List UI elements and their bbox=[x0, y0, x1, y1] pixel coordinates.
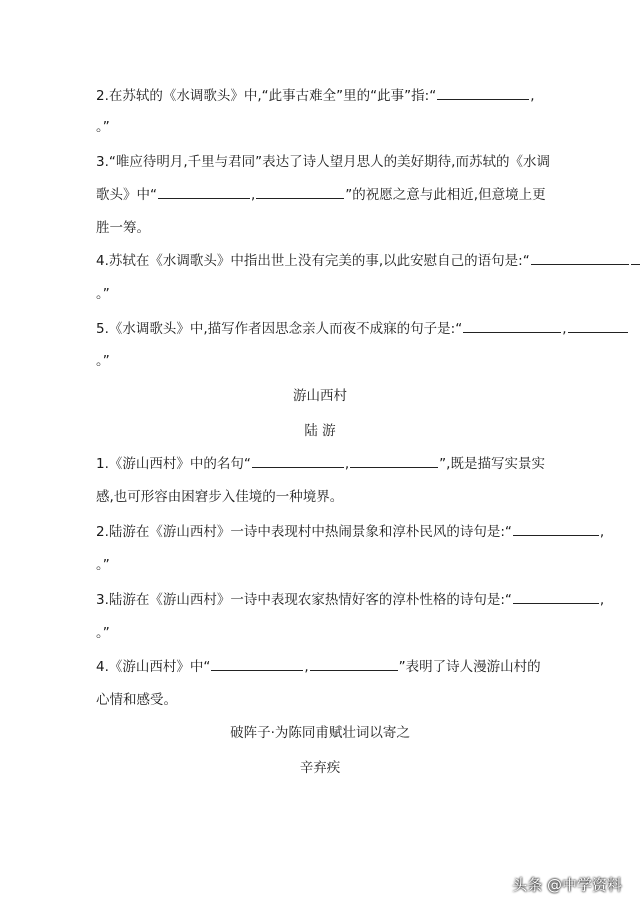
question-text: 心情和感受。 bbox=[96, 692, 177, 708]
question-text: 感,也可形容由困窘步入佳境的一种境界。 bbox=[96, 489, 344, 505]
comma: , bbox=[251, 187, 256, 203]
answer-blank[interactable] bbox=[256, 185, 344, 199]
comma: , bbox=[304, 659, 309, 675]
question-3-line-2 bbox=[96, 185, 546, 205]
question-end: 。” bbox=[96, 625, 110, 641]
poem2-question-1-line-1 bbox=[96, 454, 545, 474]
poem-author: 陆 游 bbox=[304, 423, 336, 439]
question-text: 2.在苏轼的《水调歌头》中,“此事古难全”里的“此事”指:“ bbox=[96, 88, 437, 104]
answer-blank[interactable] bbox=[568, 319, 628, 333]
comma: , bbox=[344, 456, 350, 472]
poem2-question-3-line-1 bbox=[96, 590, 604, 610]
question-2-line-2 bbox=[96, 117, 110, 137]
question-text: 5.《水调歌头》中,描写作者因思念亲人而夜不成寐的句子是:“ bbox=[96, 321, 463, 337]
question-text: ”,既是描写实景实 bbox=[439, 456, 545, 472]
question-text: 4.苏轼在《水调歌头》中指出世上没有完美的事,以此安慰自己的语句是:“ bbox=[96, 253, 530, 269]
answer-blank[interactable] bbox=[531, 251, 629, 265]
poem2-question-4-line-1 bbox=[96, 657, 541, 677]
poem-title: 游山西村 bbox=[293, 388, 347, 404]
poem2-question-1-line-2 bbox=[96, 487, 343, 507]
answer-blank[interactable] bbox=[158, 185, 250, 199]
comma: , bbox=[530, 88, 535, 104]
question-2-line-1 bbox=[96, 86, 535, 106]
question-text: 2.陆游在《游山西村》一诗中表现村中热闹景象和淳朴民风的诗句是:“ bbox=[96, 524, 512, 540]
question-text: 1.《游山西村》中的名句“ bbox=[96, 456, 251, 472]
question-text: 歌头》中“ bbox=[96, 187, 157, 203]
question-text: 4.《游山西村》中“ bbox=[96, 659, 211, 675]
poem2-question-4-line-2 bbox=[96, 690, 177, 710]
question-end: 。” bbox=[96, 286, 110, 302]
answer-blank[interactable] bbox=[350, 454, 438, 468]
question-text: 3.“唯应待明月,千里与君同”表达了诗人望月思人的美好期待,而苏轼的《水调 bbox=[96, 154, 550, 170]
poem-title: 破阵子·为陈同甫赋壮词以寄之 bbox=[230, 725, 410, 741]
answer-blank[interactable] bbox=[631, 251, 640, 265]
poem2-question-3-line-2 bbox=[96, 623, 110, 643]
answer-blank[interactable] bbox=[437, 86, 529, 100]
poem-author: 辛弃疾 bbox=[299, 760, 341, 776]
question-end: 。” bbox=[96, 557, 110, 573]
question-4-line-1 bbox=[96, 251, 640, 271]
question-5-line-1 bbox=[96, 319, 629, 339]
answer-blank[interactable] bbox=[310, 657, 398, 671]
poem2-question-2-line-1 bbox=[96, 522, 604, 542]
comma: , bbox=[562, 321, 567, 337]
question-4-line-2 bbox=[96, 284, 110, 304]
question-text: 胜一筹。 bbox=[96, 220, 150, 236]
answer-blank[interactable] bbox=[252, 454, 344, 468]
question-3-line-3 bbox=[96, 218, 150, 238]
question-end: 。” bbox=[96, 119, 110, 135]
watermark-text: 头条 @中学资料 bbox=[512, 876, 622, 894]
question-5-line-2 bbox=[96, 330, 110, 369]
question-3-line-1 bbox=[96, 152, 550, 172]
answer-blank[interactable] bbox=[513, 590, 599, 604]
answer-blank[interactable] bbox=[513, 522, 599, 536]
question-end: 。” bbox=[96, 353, 110, 369]
question-text: 3.陆游在《游山西村》一诗中表现农家热情好客的淳朴性格的诗句是:“ bbox=[96, 592, 512, 608]
comma: , bbox=[599, 592, 605, 608]
answer-blank[interactable] bbox=[211, 657, 303, 671]
question-text: ”的祝愿之意与此相近,但意境上更 bbox=[345, 187, 546, 203]
answer-blank[interactable] bbox=[463, 319, 561, 333]
comma: , bbox=[599, 524, 605, 540]
question-text: ”表明了诗人漫游山村的 bbox=[398, 659, 541, 675]
poem2-question-2-line-2 bbox=[96, 555, 110, 575]
